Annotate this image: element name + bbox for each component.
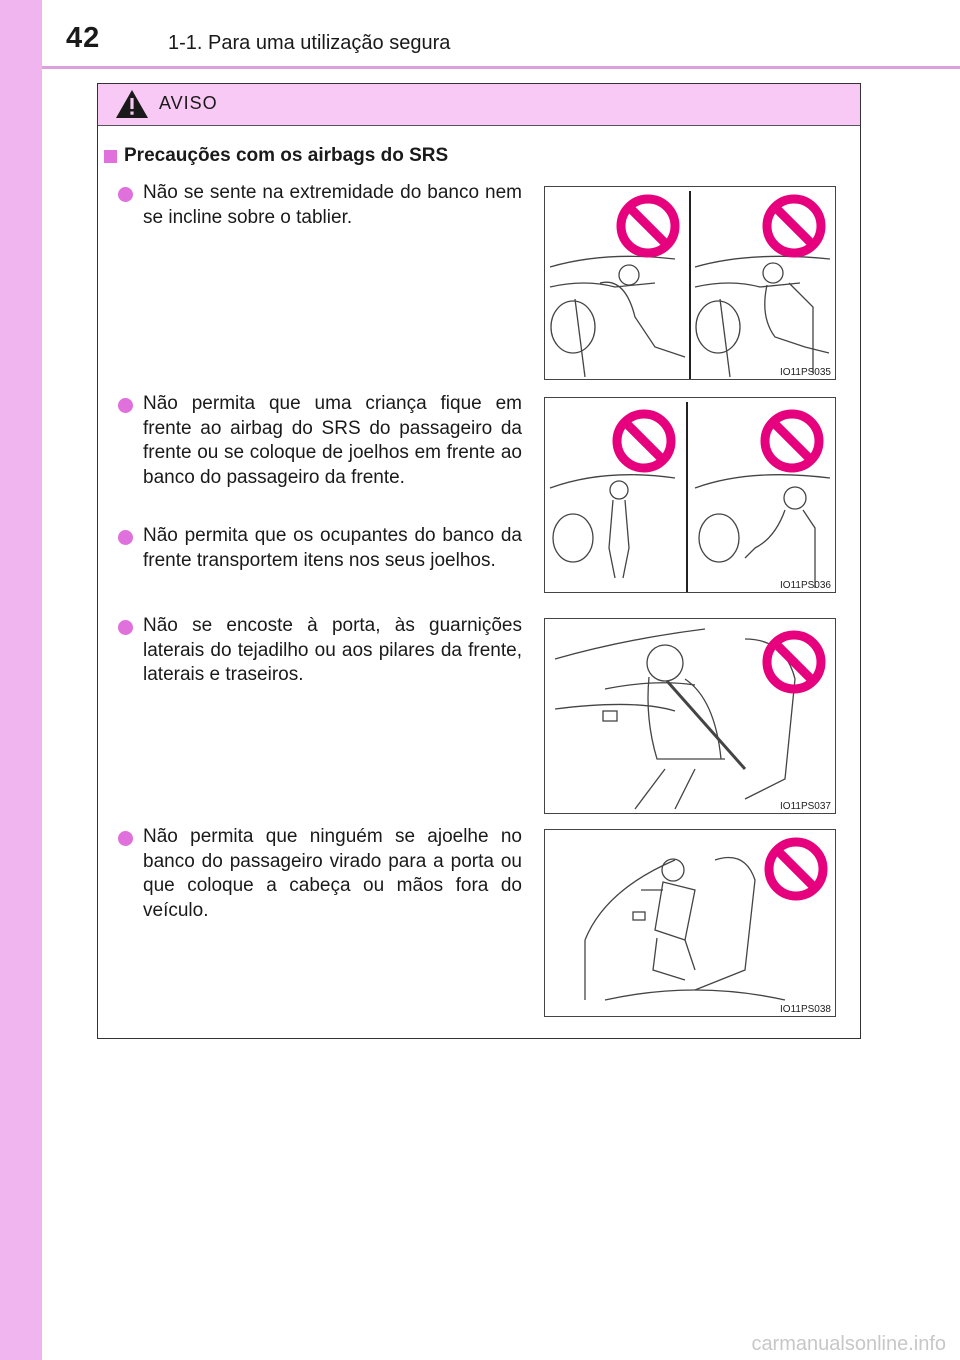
warning-box: [97, 83, 861, 1039]
list-item-text: Não permita que os ocupantes do banco da frente transportem itens nos seus joelhos.: [143, 525, 522, 571]
warning-header: [98, 84, 860, 126]
prohibition-icon: [761, 193, 827, 259]
warning-triangle-icon: [114, 88, 150, 120]
list-item-text: Não permita que uma criança fique em frente ao airbag do SRS do passageiro da frente ou se coloque de joelhos em frente ao banco do passageiro da frente.: [143, 393, 522, 488]
page-number: 42: [66, 22, 101, 54]
illustration-child-airbag: [544, 397, 836, 593]
section-heading-text: Precauções com os airbags do SRS: [124, 145, 449, 166]
warning-label: AVISO: [159, 93, 218, 113]
list-item: [118, 825, 522, 923]
figure-code: IO11PS037: [780, 801, 831, 812]
bullet-dot-icon: [118, 187, 133, 202]
figure-code: IO11PS036: [780, 580, 831, 591]
list-item-text: Não se sente na extremidade do banco nem se incline sobre o tablier.: [143, 182, 522, 228]
side-strip: [0, 0, 42, 1360]
prohibition-icon: [761, 629, 827, 695]
figure-code: IO11PS035: [780, 367, 831, 378]
prohibition-icon: [611, 408, 677, 474]
illustration-kneeling-seat: [544, 829, 836, 1017]
list-item: [118, 614, 522, 688]
list-item: [118, 181, 522, 230]
illustration-leaning-door: [544, 618, 836, 814]
illustration-seated-leaning: [544, 186, 836, 380]
square-bullet-icon: [104, 150, 117, 163]
watermark: carmanualsonline.info: [751, 1333, 946, 1355]
list-item-text: Não permita que ninguém se ajoelhe no banco do passageiro virado para a porta ou que coloque a cabeça ou mãos fora do veículo.: [143, 826, 522, 921]
section-heading: [104, 145, 448, 167]
bullet-dot-icon: [118, 831, 133, 846]
section-title: 1-1. Para uma utilização segura: [168, 32, 451, 54]
prohibition-icon: [763, 836, 829, 902]
prohibition-icon: [759, 408, 825, 474]
list-item-text: Não se encoste à porta, às guarnições laterais do tejadilho ou aos pilares da frente, laterais e traseiros.: [143, 615, 522, 685]
figure-code: IO11PS038: [780, 1004, 831, 1015]
header-rule: [42, 66, 960, 69]
bullet-dot-icon: [118, 620, 133, 635]
list-item: [118, 392, 522, 490]
bullet-dot-icon: [118, 530, 133, 545]
list-item: [118, 524, 522, 573]
bullet-dot-icon: [118, 398, 133, 413]
prohibition-icon: [615, 193, 681, 259]
